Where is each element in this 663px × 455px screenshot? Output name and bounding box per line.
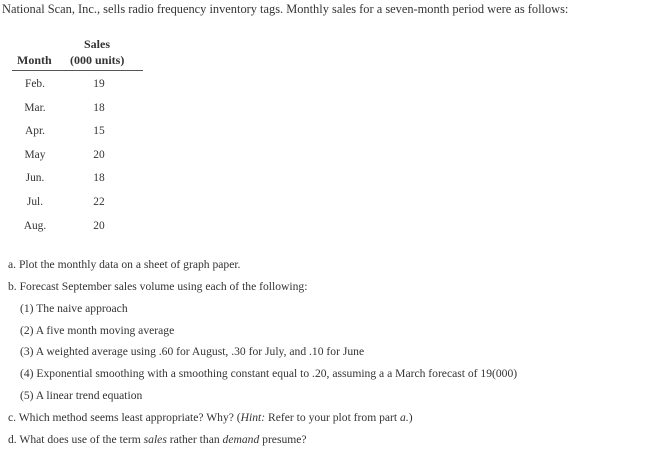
month-cell: Jul. — [26, 196, 44, 208]
question-c-mid: Refer to your plot from part — [265, 411, 401, 424]
table-row — [0, 196, 150, 212]
question-b5: (5) A linear trend equation — [20, 389, 143, 402]
month-cell: May — [24, 149, 46, 161]
question-c-part: a. — [400, 411, 409, 424]
question-a: a. Plot the monthly data on a sheet of graph paper. — [8, 258, 241, 271]
question-d-suffix: presume? — [259, 433, 307, 446]
table-row — [0, 172, 150, 188]
month-cell: Aug. — [23, 220, 47, 232]
sales-cell: 20 — [93, 220, 105, 232]
table-header-month: Month — [17, 53, 52, 67]
month-cell: Mar. — [24, 102, 46, 114]
question-b4: (4) Exponential smoothing with a smoothing constant equal to .20, assuming a a March forecast of 19(000) — [20, 367, 518, 380]
question-d-demand: demand — [222, 433, 260, 446]
table-row — [0, 149, 150, 165]
question-d-mid: rather than — [166, 433, 223, 446]
sales-cell: 18 — [93, 172, 105, 184]
sales-cell: 15 — [93, 125, 105, 137]
question-b1: (1) The naive approach — [20, 302, 128, 315]
sales-cell: 22 — [93, 196, 105, 208]
question-d-prefix: d. What does use of the term — [8, 433, 144, 446]
question-b3: (3) A weighted average using .60 for August, .30 for July, and .10 for June — [20, 345, 365, 358]
table-row — [0, 102, 150, 118]
question-d-sales: sales — [143, 433, 167, 446]
month-cell: Feb. — [25, 78, 45, 90]
table-header-rule — [12, 70, 143, 71]
month-cell: Jun. — [25, 172, 45, 184]
table-row — [0, 125, 150, 141]
question-d — [8, 433, 307, 446]
table-row — [0, 220, 150, 236]
sales-cell: 20 — [93, 149, 105, 161]
sales-cell: 18 — [93, 102, 105, 114]
problem-intro: National Scan, Inc., sells radio frequency inventory tags. Monthly sales for a seven-month period were as follows: — [2, 2, 569, 16]
table-row — [0, 78, 150, 94]
question-b2: (2) A five month moving average — [20, 324, 175, 337]
question-c — [8, 411, 413, 424]
sales-cell: 19 — [93, 78, 105, 90]
table-header-units: (000 units) — [70, 53, 125, 67]
table-header-sales: Sales — [84, 37, 111, 51]
question-c-hint: Hint: — [240, 411, 266, 424]
month-cell: Apr. — [25, 125, 45, 137]
question-c-suffix: ) — [408, 411, 413, 424]
question-b: b. Forecast September sales volume using each of the following: — [8, 280, 308, 293]
question-c-prefix: c. Which method seems least appropriate? Why? ( — [8, 411, 241, 424]
